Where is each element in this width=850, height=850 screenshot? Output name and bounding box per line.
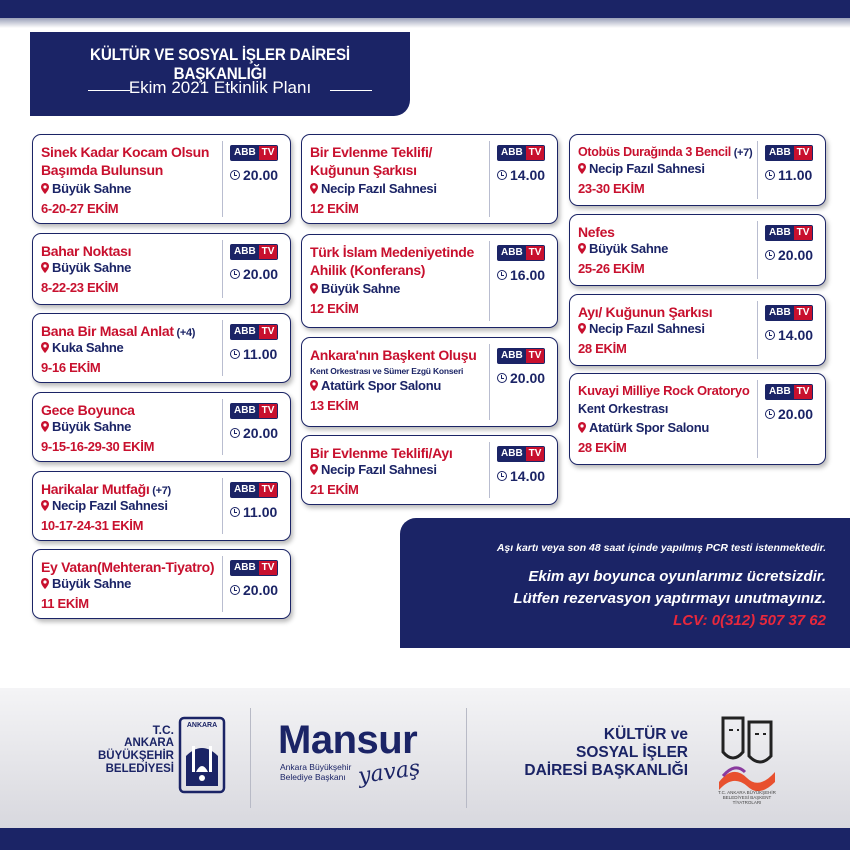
event-title: Bahar Noktası: [41, 243, 132, 259]
event-time: [230, 167, 278, 183]
event-time-label: 20.00: [243, 266, 279, 282]
event-venue-label: Necip Fazıl Sahnesi: [589, 161, 705, 176]
event-title: Kuvayi Milliye Rock Oratoryo: [578, 383, 750, 398]
clock-icon: [230, 269, 240, 279]
age-limit-badge: (+4): [173, 327, 196, 339]
event-title-line: Türk İslam Medeniyetinde: [310, 244, 474, 260]
event-dates: 8-22-23 EKİM: [41, 280, 119, 295]
tv-logo-text: TV: [259, 404, 278, 418]
abb-logo-text: ABB: [231, 245, 259, 259]
event-venue-label: Necip Fazıl Sahnesi: [321, 462, 437, 477]
tv-logo-text: TV: [526, 349, 545, 363]
event-card: [301, 134, 558, 224]
event-subtitle: Kent Orkestrası ve Sümer Ezgü Konseri: [310, 366, 464, 376]
clock-icon: [230, 507, 240, 517]
event-venue: [578, 241, 668, 256]
clock-icon: [765, 330, 775, 340]
tv-logo-text: TV: [794, 226, 813, 240]
location-pin-icon: [310, 283, 318, 294]
abb-tv-logo: [230, 244, 278, 260]
event-title-line: Bir Evlenme Teklifi/: [310, 144, 433, 160]
abb-line-2: BÜYÜKŞEHİR: [97, 750, 174, 762]
clock-icon: [765, 170, 775, 180]
abb-tc: T.C.: [152, 723, 174, 737]
event-venue-label: Büyük Sahne: [52, 181, 132, 196]
event-title: Otobüs Durağında 3 Bencil (+7): [578, 145, 753, 159]
event-dates: 28 EKİM: [578, 341, 627, 356]
abb-logo-text: ABB: [766, 146, 794, 160]
clock-icon: [765, 409, 775, 419]
event-venue-label: Büyük Sahne: [52, 260, 132, 275]
event-subtitle: Kent Orkestrası: [578, 402, 669, 416]
event-time: [230, 504, 277, 520]
page-subtitle: Ekim 2021 Etkinlik Planı: [128, 78, 312, 97]
event-time-label: 20.00: [243, 425, 279, 441]
clock-icon: [497, 170, 507, 180]
abb-line-3: BELEDİYESİ: [105, 763, 174, 775]
event-time: [497, 370, 545, 386]
event-venue: [41, 576, 131, 591]
clock-icon: [230, 170, 240, 180]
location-pin-icon: [41, 500, 49, 511]
abb-tv-logo: [497, 145, 545, 161]
event-venue-label: Büyük Sahne: [52, 419, 132, 434]
event-time: [497, 167, 545, 183]
event-card: [32, 134, 291, 224]
event-title: Nefes: [578, 224, 615, 240]
event-card: [32, 313, 291, 383]
abb-tv-logo: [765, 305, 813, 321]
event-time-label: 11.00: [243, 346, 278, 362]
card-divider: [489, 344, 490, 420]
abb-logo-text: ABB: [231, 325, 259, 339]
event-dates: 28 EKİM: [578, 440, 627, 455]
event-time: [497, 468, 545, 484]
event-dates: 12 EKİM: [310, 301, 359, 316]
clock-icon: [230, 349, 240, 359]
event-venue: [578, 420, 709, 435]
abb-logo-text: ABB: [231, 404, 259, 418]
event-title-line: Başımda Bulunsun: [41, 162, 163, 178]
event-time-label: 20.00: [778, 247, 814, 263]
event-card: [32, 233, 291, 305]
abb-logo-text: ABB: [498, 246, 526, 260]
footer-separator: [250, 708, 251, 808]
event-venue-label: Büyük Sahne: [52, 576, 132, 591]
event-dates: 21 EKİM: [310, 482, 359, 497]
event-time-label: 14.00: [510, 468, 546, 484]
location-pin-icon: [310, 183, 318, 194]
event-card: [301, 435, 558, 505]
event-time-label: 20.00: [243, 582, 279, 598]
card-divider: [222, 240, 223, 298]
abb-logo-text: ABB: [766, 385, 794, 399]
event-dates: 25-26 EKİM: [578, 261, 645, 276]
abb-logo-text: ABB: [498, 349, 526, 363]
event-card: [301, 337, 558, 427]
event-time: [230, 425, 278, 441]
top-bar: [0, 0, 850, 18]
abb-tv-logo: [230, 324, 278, 340]
abb-name: [96, 724, 174, 776]
abb-logo-text: ABB: [498, 447, 526, 461]
event-time: [765, 406, 813, 422]
event-time-label: 14.00: [510, 167, 546, 183]
location-pin-icon: [41, 342, 49, 353]
event-card: [569, 373, 826, 465]
event-title: Harikalar Mutfağı (+7): [41, 481, 171, 497]
event-venue: [578, 321, 705, 336]
abb-tv-logo: [497, 348, 545, 364]
tv-logo-text: TV: [259, 561, 278, 575]
event-time: [765, 167, 812, 183]
event-venue: [41, 181, 131, 196]
event-dates: 9-15-16-29-30 EKİM: [41, 439, 155, 454]
page-title: KÜLTÜR VE SOSYAL İŞLER DAİRESİ BAŞKANLIĞI: [90, 46, 350, 83]
location-pin-icon: [578, 163, 586, 174]
mansur-sub-line-2: Belediye Başkanı: [280, 772, 346, 782]
event-time-label: 16.00: [510, 267, 546, 283]
abb-tv-logo: [497, 245, 545, 261]
mansur-subtitle: [280, 762, 351, 782]
location-pin-icon: [41, 183, 49, 194]
event-title: [310, 243, 489, 279]
event-title-line: Ahilik (Konferans): [310, 262, 426, 278]
kultur-line-3: DAİRESİ BAŞKANLIĞI: [524, 762, 688, 779]
clock-icon: [765, 250, 775, 260]
event-time-label: 11.00: [243, 504, 278, 520]
tv-logo-text: TV: [526, 246, 545, 260]
event-venue-label: Necip Fazıl Sahnesi: [589, 321, 705, 336]
event-title: Ey Vatan(Mehteran-Tiyatro): [41, 559, 215, 575]
abb-tv-logo: [765, 384, 813, 400]
card-divider: [222, 141, 223, 217]
event-time: [497, 267, 545, 283]
tv-logo-text: TV: [526, 146, 545, 160]
event-title-line: Kuğunun Şarkısı: [310, 162, 417, 178]
kultur-line-2: SOSYAL İŞLER: [576, 744, 688, 761]
abb-tv-logo: [497, 446, 545, 462]
abb-logo-text: ABB: [766, 306, 794, 320]
event-venue: [310, 181, 437, 196]
theater-caption: T.C. ANKARA BÜYÜKŞEHİR BELEDİYESİ BAŞKENT TİYATROLARI: [718, 790, 776, 805]
header-box: [30, 32, 410, 116]
tv-logo-text: TV: [526, 447, 545, 461]
event-title: Ayı/ Kuğunun Şarkısı: [578, 304, 713, 320]
event-time: [765, 247, 813, 263]
clock-icon: [230, 585, 240, 595]
tv-logo-text: TV: [794, 146, 813, 160]
abb-tv-logo: [765, 145, 813, 161]
event-venue: [41, 340, 123, 355]
abb-tv-logo: [230, 560, 278, 576]
event-venue: [41, 419, 131, 434]
abb-logo-text: ABB: [766, 226, 794, 240]
event-title: Bir Evlenme Teklifi/Ayı: [310, 445, 453, 461]
location-pin-icon: [310, 380, 318, 391]
event-title: Gece Boyunca: [41, 402, 135, 418]
mansur-wordmark: Mansur: [278, 718, 418, 762]
event-card: [569, 214, 826, 286]
card-divider: [489, 442, 490, 498]
ankara-emblem-icon: [178, 716, 226, 794]
event-card: [301, 234, 558, 328]
location-pin-icon: [41, 421, 49, 432]
age-limit-badge: (+7): [730, 147, 753, 159]
event-venue-label: Atatürk Spor Salonu: [589, 420, 709, 435]
card-divider: [489, 141, 490, 217]
event-time: [230, 266, 278, 282]
age-limit-badge: (+7): [149, 485, 171, 497]
event-title: [41, 143, 222, 179]
location-pin-icon: [310, 464, 318, 475]
tv-logo-text: TV: [259, 146, 278, 160]
event-venue-label: Necip Fazıl Sahnesi: [52, 498, 168, 513]
clock-icon: [497, 270, 507, 280]
location-pin-icon: [578, 422, 586, 433]
clock-icon: [497, 471, 507, 481]
top-bar-shadow: [0, 18, 850, 28]
event-dates: 13 EKİM: [310, 398, 359, 413]
footer-bottom-bar: [0, 828, 850, 850]
emblem-text: ANKARA: [186, 722, 218, 729]
card-divider: [222, 478, 223, 534]
card-divider: [757, 380, 758, 458]
location-pin-icon: [578, 323, 586, 334]
abb-tv-logo: [230, 403, 278, 419]
event-title-line: Sinek Kadar Kocam Olsun: [41, 144, 210, 160]
event-time-label: 20.00: [243, 167, 279, 183]
card-divider: [489, 241, 490, 321]
clock-icon: [497, 373, 507, 383]
event-venue: [41, 260, 131, 275]
info-pcr-note: Aşı kartı veya son 48 saat içinde yapılmış PCR testi istenmektedir.: [496, 542, 826, 554]
event-card: [32, 392, 291, 462]
event-time-label: 20.00: [778, 406, 814, 422]
card-divider: [757, 221, 758, 279]
event-dates: 6-20-27 EKİM: [41, 201, 119, 216]
tv-logo-text: TV: [259, 245, 278, 259]
event-venue-label: Necip Fazıl Sahnesi: [321, 181, 437, 196]
info-box: [400, 518, 850, 648]
event-dates: 23-30 EKİM: [578, 181, 645, 196]
event-title: [310, 143, 489, 179]
location-pin-icon: [41, 262, 49, 273]
tv-logo-text: TV: [794, 385, 813, 399]
event-venue: [310, 281, 400, 296]
event-venue: [310, 462, 437, 477]
event-venue-label: Kuka Sahne: [52, 340, 124, 355]
tv-logo-text: TV: [259, 483, 278, 497]
event-time-label: 11.00: [778, 167, 813, 183]
event-venue: [41, 498, 168, 513]
abb-line-1: ANKARA: [124, 737, 174, 749]
event-card: [32, 471, 291, 541]
event-dates: 12 EKİM: [310, 201, 359, 216]
location-pin-icon: [41, 578, 49, 589]
tv-logo-text: TV: [794, 306, 813, 320]
abb-logo-text: ABB: [231, 561, 259, 575]
event-dates: 11 EKİM: [41, 596, 89, 611]
event-card: [569, 134, 826, 206]
abb-logo-text: ABB: [231, 483, 259, 497]
clock-icon: [230, 428, 240, 438]
mansur-sub-line-1: Ankara Büyükşehir: [280, 762, 352, 772]
abb-logo-text: ABB: [231, 146, 259, 160]
card-divider: [222, 320, 223, 376]
event-time: [765, 327, 813, 343]
card-divider: [222, 399, 223, 455]
tv-logo-text: TV: [259, 325, 278, 339]
kultur-line-1: KÜLTÜR ve: [603, 726, 688, 743]
event-time-label: 20.00: [510, 370, 546, 386]
event-card: [569, 294, 826, 366]
header-subtitle-wrap: [30, 78, 410, 102]
event-time: [230, 582, 278, 598]
footer-separator: [466, 708, 467, 808]
location-pin-icon: [578, 243, 586, 254]
event-dates: 10-17-24-31 EKİM: [41, 518, 144, 533]
info-reservation-note: Lütfen rezervasyon yaptırmayı unutmayınız.: [513, 590, 826, 607]
event-venue-label: Büyük Sahne: [589, 241, 669, 256]
event-venue-label: Büyük Sahne: [321, 281, 401, 296]
event-venue: [578, 161, 705, 176]
kultur-department-name: [470, 726, 688, 780]
card-divider: [757, 141, 758, 199]
event-title: Bana Bir Masal Anlat (+4): [41, 323, 196, 339]
abb-tv-logo: [230, 482, 278, 498]
event-time: [230, 346, 277, 362]
yavas-signature: yavaş: [356, 755, 422, 790]
abb-tv-logo: [230, 145, 278, 161]
event-venue: [310, 378, 441, 393]
abb-logo-text: ABB: [498, 146, 526, 160]
abb-tv-logo: [765, 225, 813, 241]
event-time-label: 14.00: [778, 327, 814, 343]
event-dates: 9-16 EKİM: [41, 360, 101, 375]
info-lcv-phone: LCV: 0(312) 507 37 62: [673, 612, 826, 629]
header-line-right: [330, 90, 372, 91]
event-venue-label: Atatürk Spor Salonu: [321, 378, 441, 393]
card-divider: [757, 301, 758, 359]
card-divider: [222, 556, 223, 612]
event-card: [32, 549, 291, 619]
event-title: Ankara'nın Başkent Oluşu: [310, 347, 477, 363]
info-free-note: Ekim ayı boyunca oyunlarımız ücretsizdir.: [528, 568, 826, 585]
